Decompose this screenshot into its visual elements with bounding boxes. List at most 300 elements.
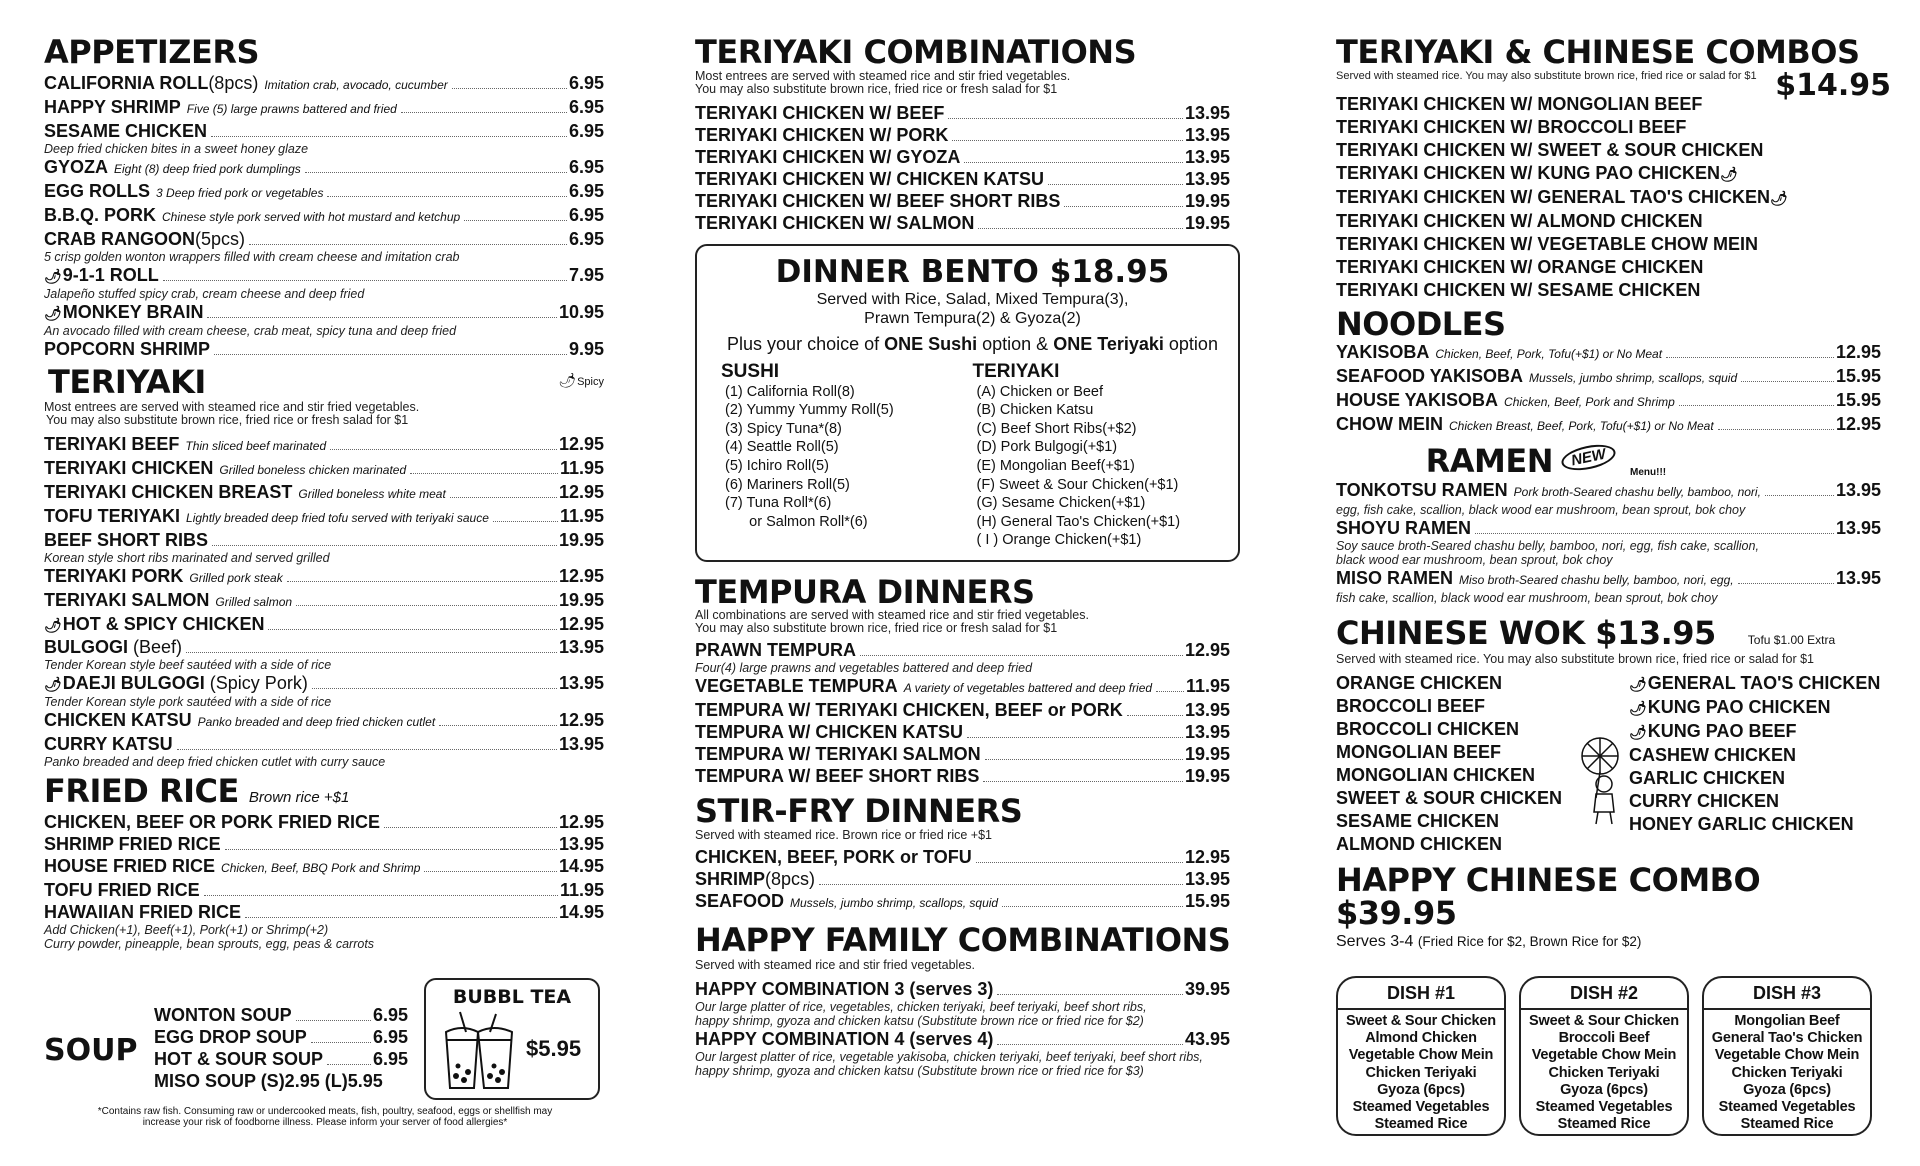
combos-note-row	[1336, 67, 1891, 103]
item-description: Mussels, jumbo shrimp, scallops, squid	[790, 895, 999, 910]
item-name	[154, 1004, 292, 1026]
menu-item	[695, 168, 1230, 190]
menu-item	[44, 433, 604, 457]
dish-item: Gyoza (6pcs)	[1743, 1081, 1831, 1098]
item-name	[695, 978, 993, 1000]
menu-item	[44, 589, 604, 613]
dot-leader	[1765, 495, 1834, 496]
option-item: or Salmon Roll*(6)	[725, 513, 868, 530]
dot-leader	[327, 196, 567, 197]
dot-leader	[1475, 533, 1834, 534]
item-name	[44, 72, 258, 94]
chinese-wok-right	[1629, 672, 1880, 836]
dish-item: Chicken Teriyaki	[1548, 1064, 1660, 1081]
choice-text-2: option &	[977, 333, 1054, 354]
item-name-text: SEAFOOD YAKISOBA	[1336, 366, 1524, 387]
item-name-text: CRAB RANGOON	[44, 228, 195, 249]
dot-leader	[1127, 715, 1183, 716]
dish-item: Vegetable Chow Mein	[1348, 1047, 1494, 1064]
item-name	[695, 721, 963, 743]
menu-item	[1336, 162, 1891, 186]
dot-leader	[296, 1020, 371, 1021]
dot-leader	[327, 1064, 371, 1065]
item-name-text: WONTON SOUP	[154, 1005, 292, 1025]
item-name-text: GYOZA	[44, 156, 109, 177]
item-price: 11.95	[559, 458, 604, 479]
item-description: Grilled pork steak	[189, 571, 283, 586]
dot-leader	[410, 473, 558, 474]
menu-item	[44, 457, 604, 481]
bubble-tea-title: BUBBL TEA	[452, 986, 572, 1008]
item-price: 12.95	[558, 614, 604, 635]
item-description: Five (5) large prawns battered and fried	[186, 101, 397, 116]
menu-item	[44, 833, 604, 855]
item-price: 12.95	[1835, 342, 1881, 363]
item-name	[695, 190, 1060, 212]
dish-item: Steamed Vegetables	[1352, 1099, 1490, 1116]
item-name-text: HAPPY SHRIMP	[44, 96, 181, 117]
item-name-text: SHRIMP FRIED RICE	[44, 833, 221, 854]
dot-leader	[214, 354, 567, 355]
item-price: 13.95	[1184, 102, 1230, 123]
item-price: 13.95	[1835, 480, 1881, 501]
item-name-text: GARLIC CHICKEN	[1629, 767, 1785, 788]
item-name-text: POPCORN SHRIMP	[44, 338, 211, 359]
serves-text: Serves 3-4	[1336, 932, 1414, 950]
menu-item	[1336, 256, 1891, 279]
bento-teriyaki-heading: TERIYAKI	[972, 360, 1060, 382]
ramen-title: RAMEN	[1425, 442, 1553, 481]
dish-item: General Tao's Chicken	[1711, 1030, 1863, 1047]
item-name-text: TERIYAKI CHICKEN W/ GENERAL TAO'S CHICKEN	[1336, 186, 1770, 207]
item-price: 12.95	[558, 482, 604, 503]
teriyaki-combinations-title: TERIYAKI COMBINATIONS	[695, 33, 1137, 71]
item-price: 13.95	[1184, 722, 1230, 743]
happy-chinese-combo-title: HAPPY CHINESE COMBO $39.95	[1336, 860, 1761, 933]
dish-item: Gyoza (6pcs)	[1377, 1081, 1465, 1098]
dinner-bento-options	[721, 361, 1224, 550]
item-name	[44, 733, 173, 755]
item-name	[44, 180, 150, 202]
item-name-text: DAEJI BULGOGI	[62, 673, 205, 694]
teriyaki-list	[44, 433, 604, 769]
option-item: (1) California Roll(8)	[725, 383, 855, 400]
menu-item	[1336, 116, 1891, 139]
item-name-text: BEEF SHORT RIBS	[44, 530, 209, 551]
dish-heading: DISH #1	[1338, 978, 1504, 1010]
menu-item	[1336, 479, 1881, 503]
option-item: (H) General Tao's Chicken(+$1)	[976, 513, 1181, 530]
item-detail: Deep fried chicken bites in a sweet honey glaze	[44, 141, 309, 156]
chili-pepper-icon: 🌶	[1720, 165, 1738, 182]
appetizers-title: APPETIZERS	[44, 33, 260, 71]
item-price: 15.95	[1184, 890, 1230, 911]
disclaimer-line-1: *Contains raw fish. Consuming raw or undercooked meats, fish, poultry, seafood, eggs or shellfish may	[97, 1106, 553, 1117]
item-name	[44, 264, 159, 287]
menu-item	[44, 72, 604, 96]
option-item: (5) Ichiro Roll(5)	[725, 457, 829, 474]
stir-fry-list	[695, 846, 1230, 914]
menu-item	[695, 190, 1230, 212]
item-price: 6.95	[568, 204, 604, 225]
soup-list-wrap	[154, 1004, 408, 1093]
item-price: 9.95	[568, 338, 604, 359]
item-name	[1336, 389, 1498, 411]
menu-item	[44, 901, 604, 923]
item-name	[1336, 413, 1443, 435]
item-name-text: YAKISOBA	[1336, 342, 1430, 363]
menu-item: MONGOLIAN BEEF	[1336, 741, 1501, 762]
item-name	[44, 301, 203, 324]
teriyaki-note-1: Most entrees are served with steamed rice and stir fried vegetables.	[44, 400, 420, 415]
dot-leader	[978, 228, 1183, 229]
menu-item	[1336, 365, 1881, 389]
dot-leader	[964, 162, 1183, 163]
item-name-text: MONKEY BRAIN	[62, 301, 204, 322]
dot-leader	[245, 917, 557, 918]
item-detail: Our large platter of rice, vegetables, chicken teriyaki, beef teriyaki, beef short ribs,	[695, 1000, 1147, 1015]
menu-item	[695, 675, 1230, 699]
teriyaki-combinations-note-2: You may also substitute brown rice, fried rice or fresh salad for $1	[695, 81, 1058, 96]
bento-sushi-list	[721, 383, 973, 532]
menu-item: SWEET & SOUR CHICKEN	[1336, 787, 1563, 808]
item-name-text: TERIYAKI CHICKEN BREAST	[44, 482, 293, 503]
dish-item: Sweet & Sour Chicken	[1346, 1013, 1496, 1029]
menu-item: ALMOND CHICKEN	[1336, 833, 1502, 854]
menu-item	[44, 481, 604, 505]
dish-item: Mongolian Beef	[1734, 1013, 1840, 1029]
dot-leader	[1666, 357, 1834, 358]
item-name-text: HOT & SPICY CHICKEN	[62, 614, 265, 635]
menu-item	[1336, 567, 1881, 591]
item-name-text: HAPPY COMBINATION 4 (serves 4)	[695, 1029, 994, 1050]
chinese-wok-left	[1336, 672, 1562, 856]
dish-item: Broccoli Beef	[1558, 1030, 1650, 1047]
menu-item	[1336, 139, 1891, 162]
item-price: 11.95	[1185, 676, 1230, 697]
item-name	[44, 565, 183, 587]
option-item: (G) Sesame Chicken(+$1)	[976, 495, 1146, 512]
dot-leader	[211, 136, 567, 137]
item-price: 19.95	[1184, 190, 1230, 211]
item-price: 13.95	[1184, 146, 1230, 167]
noodles-list	[1336, 341, 1881, 437]
item-name-text: TERIYAKI CHICKEN W/ ORANGE CHICKEN	[1336, 256, 1704, 277]
dish-item: Steamed Rice	[1374, 1116, 1468, 1133]
menu-item	[154, 1026, 408, 1048]
item-description: Lightly breaded deep fried tofu served with teriyaki sauce	[186, 511, 489, 526]
combos-note: Served with steamed rice. You may also substitute brown rice, fried rice or salad for $1	[1336, 69, 1757, 82]
menu-item	[1336, 210, 1891, 233]
dish-item: Steamed Rice	[1557, 1116, 1651, 1133]
item-name-text: MISO RAMEN	[1336, 568, 1453, 589]
item-price: 6.95	[568, 120, 604, 141]
column-right	[1336, 33, 1891, 951]
disclaimer-line-2: increase your risk of foodborne illness. Please inform your server of food allergies*	[142, 1117, 508, 1128]
item-name-text: TERIYAKI CHICKEN W/ SWEET & SOUR CHICKEN	[1336, 139, 1764, 160]
item-name-text: CURRY CHICKEN	[1629, 790, 1780, 811]
item-detail: Add Chicken(+1), Beef(+1), Pork(+1) or Shrimp(+2)	[44, 922, 329, 937]
chili-pepper-icon: 🌶	[44, 676, 62, 693]
item-portion: (5pcs)	[195, 228, 246, 249]
miso-soup: MISO SOUP (S)2.95 (L)5.95	[154, 1071, 383, 1091]
menu-item	[44, 733, 604, 755]
menu-item	[1629, 767, 1880, 790]
item-price: 11.95	[559, 506, 604, 527]
menu-item	[695, 978, 1230, 1000]
item-name	[44, 589, 209, 611]
menu-item	[695, 743, 1230, 765]
item-price: 19.95	[1184, 212, 1230, 233]
item-price: 12.95	[558, 811, 604, 832]
item-name-text: TERIYAKI BEEF	[44, 434, 180, 455]
item-price: 13.95	[1835, 568, 1881, 589]
fried-rice-title	[44, 772, 604, 811]
item-name	[695, 124, 948, 146]
happy-family-list	[695, 978, 1230, 1078]
item-name-text: TERIYAKI CHICKEN W/ ALMOND CHICKEN	[1336, 210, 1703, 231]
menu-item	[1629, 720, 1880, 744]
teriyaki-header	[44, 362, 604, 401]
item-name	[44, 855, 215, 877]
dot-leader	[493, 521, 558, 522]
option-item: (C) Beef Short Ribs(+$2)	[976, 420, 1137, 437]
item-price: 14.95	[558, 901, 604, 922]
item-description: Grilled boneless white meat	[298, 487, 446, 502]
item-name-text: TEMPURA W/ TERIYAKI CHICKEN, BEEF or PORK	[695, 700, 1123, 721]
dot-leader	[287, 581, 557, 582]
dot-leader	[204, 895, 558, 896]
item-price: 13.95	[558, 833, 604, 854]
menu-item	[695, 212, 1230, 234]
item-name-text: SHOYU RAMEN	[1336, 518, 1472, 539]
chili-pepper-icon: 🌶	[1629, 675, 1647, 692]
menu-item: BROCCOLI BEEF	[1336, 695, 1486, 716]
dot-leader	[1718, 429, 1834, 430]
item-detail: black wood ear mushroom, bean sprout, bok choy	[1336, 553, 1613, 568]
chinese-wok-note: Served with steamed rice. You may also substitute brown rice, fried rice or salad for $1	[1336, 651, 1815, 666]
menu-item	[1336, 279, 1891, 302]
dot-leader	[1738, 583, 1834, 584]
bento-teriyaki-column	[973, 361, 1225, 550]
menu-item	[1336, 517, 1881, 539]
dot-leader	[312, 688, 557, 689]
spicy-legend-label: Spicy	[577, 375, 604, 388]
item-name	[695, 890, 784, 912]
chili-pepper-icon: 🌶	[44, 304, 62, 321]
menu-item	[695, 846, 1230, 868]
item-description: Imitation crab, avocado, cucumber	[264, 77, 448, 92]
teriyaki-combinations-note-1: Most entrees are served with steamed rice and stir fried vegetables.	[695, 68, 1071, 83]
item-description: Panko breaded and deep fried chicken cutlet	[197, 715, 436, 730]
item-description: Chicken Breast, Beef, Pork, Tofu(+$1) or No Meat	[1449, 419, 1714, 434]
menu-item	[44, 96, 604, 120]
item-name-text: TERIYAKI PORK	[44, 566, 184, 587]
item-price: 13.95	[1184, 168, 1230, 189]
item-name-text: KUNG PAO BEEF	[1647, 720, 1797, 741]
menu-item: BROCCOLI CHICKEN	[1336, 718, 1519, 739]
teriyaki-title: TERIYAKI	[48, 362, 206, 401]
item-name	[695, 846, 972, 868]
item-detail: happy shrimp, gyoza and chicken katsu (Substitute brown rice or fried rice for $2)	[695, 1014, 1144, 1029]
menu-item	[1629, 744, 1880, 767]
dot-leader	[330, 449, 557, 450]
new-badge-sub: Menu!!!	[1630, 467, 1667, 479]
umbrella-kid-icon	[1574, 736, 1630, 826]
item-detail: Tender Korean style pork sautéed with a side of rice	[44, 695, 332, 710]
item-name	[44, 96, 181, 118]
dish-heading: DISH #3	[1704, 978, 1870, 1010]
dot-leader	[424, 871, 556, 872]
item-name	[44, 120, 207, 142]
item-name	[154, 1026, 307, 1048]
bubble-tea-box	[424, 978, 600, 1100]
item-detail: happy shrimp, gyoza and chicken katsu (Substitute brown rice or fried rice for $3)	[695, 1064, 1144, 1079]
new-badge: NEW	[1560, 441, 1619, 475]
item-name	[44, 481, 292, 503]
combos-price: $14.95	[1775, 67, 1891, 103]
option-item: (4) Seattle Roll(5)	[725, 439, 839, 456]
menu-item	[44, 301, 604, 324]
menu-item	[44, 879, 604, 901]
happy-family-note: Served with steamed rice and stir fried vegetables.	[695, 958, 975, 973]
item-description: 3 Deep fried pork or vegetables	[156, 185, 324, 200]
item-name-text: TERIYAKI SALMON	[44, 590, 210, 611]
menu-item	[44, 505, 604, 529]
item-name-text: HOUSE FRIED RICE	[44, 855, 216, 876]
item-name-text: CHICKEN, BEEF OR PORK FRIED RICE	[44, 811, 381, 832]
dot-leader	[997, 1044, 1183, 1045]
dish-box	[1336, 976, 1506, 1136]
stir-fry-title: STIR-FRY DINNERS	[695, 792, 1023, 831]
item-price: 6.95	[568, 180, 604, 201]
dish-item: Steamed Vegetables	[1718, 1099, 1856, 1116]
dot-leader	[1741, 381, 1834, 382]
bento-sushi-column	[721, 361, 973, 550]
item-name-text: TOFU TERIYAKI	[44, 506, 181, 527]
dot-leader	[384, 827, 557, 828]
item-detail: egg, fish cake, scallion, black wood ear mushroom, bean sprout, bok choy	[1336, 503, 1746, 518]
item-description: Chicken, Beef, Pork and Shrimp	[1504, 395, 1675, 410]
dish-item: Vegetable Chow Mein	[1714, 1047, 1860, 1064]
item-name-text: TERIYAKI CHICKEN W/ KUNG PAO CHICKEN	[1336, 162, 1721, 183]
item-name-text: GENERAL TAO'S CHICKEN	[1647, 672, 1881, 693]
dish-item: Gyoza (6pcs)	[1560, 1081, 1648, 1098]
item-price: 13.95	[558, 637, 604, 658]
item-description: Mussels, jumbo shrimp, scallops, squid	[1529, 371, 1738, 386]
item-name	[44, 709, 192, 731]
item-name	[695, 146, 960, 168]
bento-sushi-heading: SUSHI	[721, 360, 780, 382]
column-middle	[695, 33, 1240, 1079]
bubble-tea-price: $5.95	[526, 1036, 582, 1061]
menu-item	[695, 890, 1230, 914]
chili-pepper-icon: 🌶	[44, 267, 62, 284]
item-name-text: KUNG PAO CHICKEN	[1647, 696, 1831, 717]
item-name-text: HAPPY COMBINATION 3 (serves 3)	[695, 979, 994, 1000]
menu-item	[695, 1028, 1230, 1050]
item-detail: Soy sauce broth-Seared chashu belly, bamboo, nori, egg, fish cake, scallion,	[1336, 539, 1759, 554]
dot-leader	[1679, 405, 1834, 406]
dish-items	[1338, 1010, 1504, 1133]
soup-list	[154, 1004, 408, 1070]
item-price: 7.95	[568, 264, 604, 285]
dot-leader	[976, 862, 1183, 863]
item-description: Chicken, Beef, Pork, Tofu(+$1) or No Meat	[1435, 347, 1663, 362]
item-price: 39.95	[1184, 979, 1230, 1000]
menu-item	[1629, 696, 1880, 720]
item-name	[695, 868, 815, 890]
menu-item	[695, 721, 1230, 743]
dot-leader	[225, 849, 557, 850]
item-description: Eight (8) deep fried pork dumplings	[114, 161, 301, 176]
item-name	[44, 672, 308, 695]
dish-item: Steamed Rice	[1740, 1116, 1834, 1133]
dot-leader	[207, 317, 556, 318]
item-price: 11.95	[559, 879, 604, 900]
dish-box	[1519, 976, 1689, 1136]
item-name	[44, 879, 200, 901]
item-name-text: CHICKEN, BEEF, PORK or TOFU	[695, 846, 972, 867]
dot-leader	[311, 1042, 371, 1043]
item-name-text: HONEY GARLIC CHICKEN	[1629, 813, 1854, 834]
menu-item	[1336, 341, 1881, 365]
spicy-legend	[558, 372, 604, 389]
menu-item	[695, 102, 1230, 124]
item-name-text: EGG ROLLS	[44, 180, 151, 201]
chinese-wok-grid	[1336, 672, 1891, 854]
item-name-text: CURRY KATSU	[44, 734, 173, 755]
item-portion: (8pcs)	[765, 868, 816, 889]
bubble-tea-cups-icon	[438, 1010, 520, 1092]
item-name	[44, 457, 213, 479]
menu-item	[1629, 672, 1880, 696]
item-name-text: TERIYAKI CHICKEN W/ MONGOLIAN BEEF	[1336, 93, 1703, 114]
menu-item	[695, 765, 1230, 787]
item-detail: Jalapeño stuffed spicy crab, cream cheese and deep fried	[44, 286, 365, 301]
item-price: 6.95	[372, 1027, 408, 1047]
item-detail: Curry powder, pineapple, bean sprouts, egg, peas & carrots	[44, 936, 375, 951]
item-name-text: B.B.Q. PORK	[44, 204, 157, 225]
item-detail: An avocado filled with cream cheese, crab meat, spicy tuna and deep fried	[44, 323, 457, 338]
item-price: 12.95	[558, 710, 604, 731]
menu-item	[44, 180, 604, 204]
item-name	[695, 212, 974, 234]
chili-pepper-icon: 🌶	[1769, 189, 1788, 206]
dot-leader	[983, 781, 1183, 782]
item-name-text: TEMPURA W/ TERIYAKI SALMON	[695, 744, 981, 765]
item-name	[44, 811, 380, 833]
chinese-wok-header	[1336, 614, 1891, 653]
stir-fry-note: Served with steamed rice. Brown rice or fried rice +$1	[695, 827, 992, 842]
dish-items	[1521, 1010, 1687, 1133]
item-name-text: BULGOGI	[44, 637, 128, 658]
item-name	[44, 228, 245, 250]
dot-leader	[985, 759, 1183, 760]
teriyaki-combinations-list	[695, 102, 1230, 234]
tofu-extra: Tofu $1.00 Extra	[1747, 633, 1836, 648]
item-detail: fish cake, scallion, black wood ear mushroom, bean sprout, bok choy	[1336, 591, 1718, 606]
menu-item	[1336, 186, 1891, 210]
menu-item	[44, 811, 604, 833]
option-item: (D) Pork Bulgogi(+$1)	[976, 439, 1118, 456]
dish-heading: DISH #2	[1521, 978, 1687, 1010]
item-name-text: CHICKEN KATSU	[44, 710, 192, 731]
item-description: Chicken, Beef, BBQ Pork and Shrimp	[221, 860, 421, 875]
choice-sushi: ONE Sushi	[884, 333, 978, 354]
item-price: 13.95	[1835, 518, 1881, 539]
item-name-text: TERIYAKI CHICKEN W/ BEEF	[695, 102, 945, 123]
